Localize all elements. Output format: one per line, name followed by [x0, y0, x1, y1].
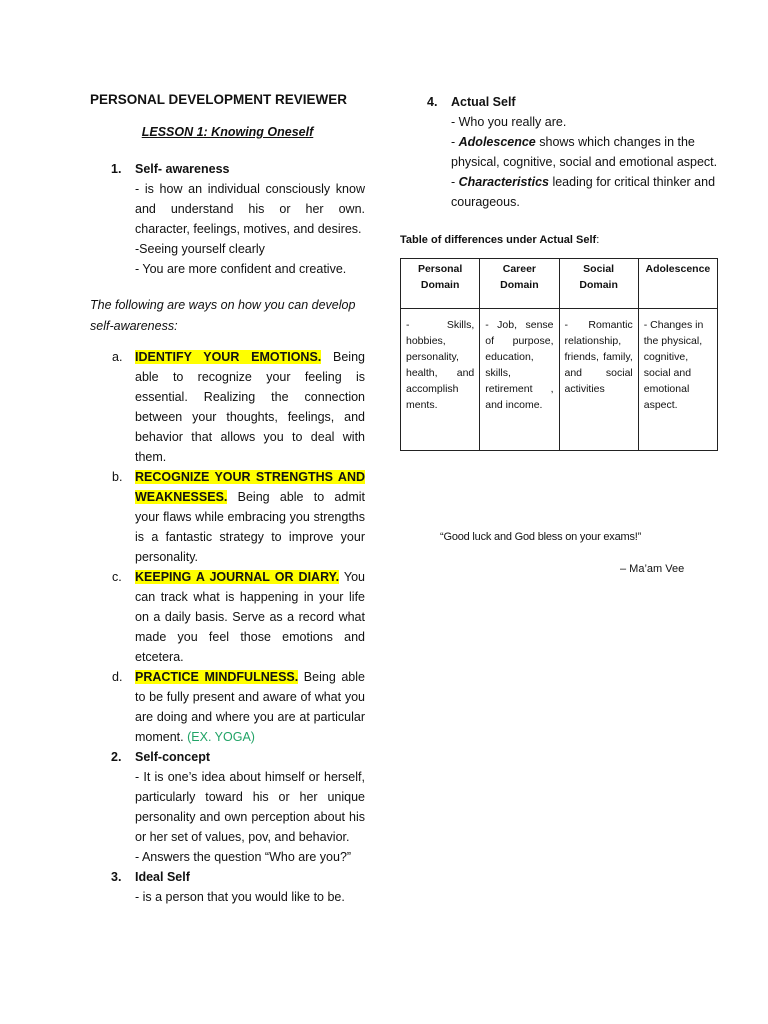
- way-text: Being able to admit your flaws while embracing you strengths is a fantastic strategy to improve your personality.: [135, 490, 365, 564]
- left-column: [90, 92, 365, 907]
- table-header-cell: Career Domain: [480, 259, 559, 309]
- item-heading: Self-concept: [135, 750, 211, 764]
- item-text: - You are more confident and creative.: [135, 262, 347, 276]
- table-cell: - Romantic relationship, friends, family, and social activities: [559, 309, 638, 451]
- way-text: Being able to recognize your feeling is essential. Realizing the connection between your thoughts, feelings, and behavior that allows you to deal with them.: [135, 350, 365, 464]
- item-text: - is how an individual consciously know and understand his or her own. character, feelings, motives, and desires.: [135, 182, 365, 236]
- bold-term: Adolescence: [458, 135, 536, 149]
- lesson-heading: LESSON 1: Knowing Oneself: [141, 125, 314, 139]
- item-number: 2.: [111, 750, 122, 764]
- table-row: [401, 309, 718, 451]
- item-text: - Characteristics leading for critical thinker and courageous.: [451, 175, 716, 209]
- table-cell: - Skills, hobbies, personality, health, and accomplish ments.: [401, 309, 480, 451]
- way-letter: c.: [112, 570, 122, 584]
- item-heading: Ideal Self: [135, 870, 190, 884]
- item-heading: Self- awareness: [135, 162, 230, 176]
- item-self-concept: [90, 747, 365, 867]
- way-item: [90, 347, 365, 467]
- way-item: [90, 567, 365, 667]
- way-letter: d.: [112, 670, 123, 684]
- item-number: 1.: [111, 162, 122, 176]
- table-header-cell: Social Domain: [559, 259, 638, 309]
- item-text: - It is one’s idea about himself or herself, particularly toward his or her unique personality and own perception about his or her set of values, pov, and behavior.: [135, 770, 365, 844]
- way-letter: a.: [112, 350, 123, 364]
- item-text: - Answers the question “Who are you?”: [135, 850, 352, 864]
- item-text: -Seeing yourself clearly: [135, 242, 265, 256]
- table-cell: - Changes in the physical, cognitive, social and emotional aspect.: [638, 309, 717, 451]
- bold-term: Characteristics: [458, 175, 549, 189]
- ways-intro: The following are ways on how you can develop self-awareness:: [90, 298, 356, 333]
- item-actual-self: [400, 92, 730, 212]
- way-highlight: PRACTICE MINDFULNESS.: [135, 670, 299, 684]
- item-self-awareness: [90, 159, 365, 279]
- way-highlight: IDENTIFY YOUR EMOTIONS.: [135, 350, 322, 364]
- differences-table: [400, 258, 718, 451]
- closing-quote: “Good luck and God bless on your exams!”: [440, 531, 642, 543]
- item-text: - is a person that you would like to be.: [135, 890, 345, 904]
- table-header-row: [401, 259, 718, 309]
- signature: – Ma’am Vee: [620, 563, 685, 575]
- item-number: 3.: [111, 870, 122, 884]
- way-example: (EX. YOGA): [187, 730, 255, 744]
- way-item: [90, 467, 365, 567]
- item-number: 4.: [427, 95, 438, 109]
- table-header-cell: Personal Domain: [401, 259, 480, 309]
- item-text: - Who you really are.: [451, 115, 567, 129]
- table-cell: - Job, sense of purpose, education, skills, retirement , and income.: [480, 309, 559, 451]
- way-highlight: RECOGNIZE YOUR STRENGTHS AND WEAKNESSES.: [135, 470, 365, 504]
- way-text: Being able to be fully present and aware of what you are doing and where you are at particular moment.: [135, 670, 365, 744]
- item-text: - Adolescence shows which changes in the physical, cognitive, social and emotional aspect.: [451, 135, 718, 169]
- way-highlight: KEEPING A JOURNAL OR DIARY.: [135, 570, 340, 584]
- way-item: [90, 667, 365, 747]
- item-heading: Actual Self: [451, 95, 516, 109]
- page-title: PERSONAL DEVELOPMENT REVIEWER: [90, 92, 348, 107]
- table-caption: Table of differences under Actual Self:: [400, 234, 600, 246]
- way-letter: b.: [112, 470, 123, 484]
- way-text: You can track what is happening in your life on a daily basis. Serve as a record what made you feel those emotions and etcetera.: [135, 570, 365, 664]
- item-ideal-self: [90, 867, 365, 907]
- right-column: [400, 92, 730, 451]
- table-header-cell: Adolescence: [638, 259, 717, 309]
